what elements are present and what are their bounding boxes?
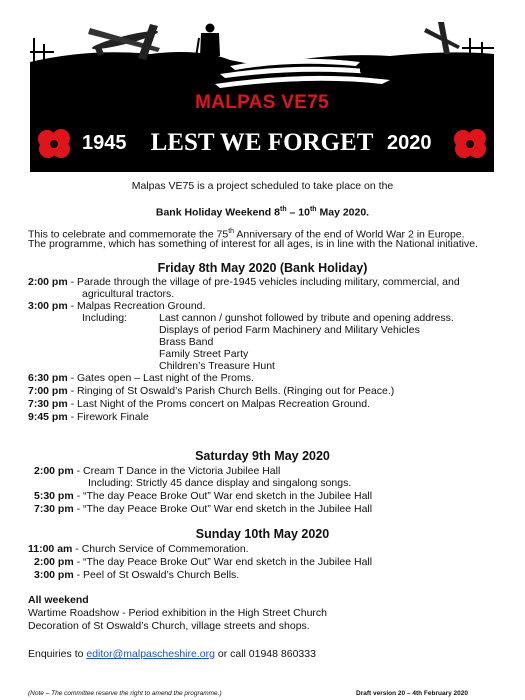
friday-item: [28, 385, 394, 398]
friday-heading: Friday 8th May 2020 (Bank Holiday): [157, 261, 368, 275]
item-text: - Last Night of the Proms concert on Malpas Recreation Ground.: [67, 398, 370, 410]
intro-date-b: – 10: [286, 206, 310, 219]
poppy-icon: [452, 126, 488, 160]
sunday-heading: Sunday 10th May 2020: [195, 527, 330, 541]
item-time: 5:30 pm: [34, 490, 74, 502]
year-left: 1945: [82, 132, 127, 154]
friday-including-label: Including:: [82, 312, 127, 324]
item-time: 2:00 pm: [34, 556, 74, 568]
item-text: - “The day Peace Broke Out” War end sketch in the Jubilee Hall: [73, 490, 373, 502]
intro-para-1-b: Anniversary of the end of World War 2 in Europe.: [234, 228, 465, 241]
all-weekend-line: Decoration of St Oswald’s Church, village streets and shops.: [28, 620, 310, 632]
banner-slogan-row: [30, 128, 494, 160]
all-weekend-line: Wartime Roadshow - Period exhibition in the High Street Church: [28, 607, 327, 619]
friday-sub-item: Brass Band: [159, 336, 214, 348]
intro-para-sup: th: [228, 228, 235, 235]
header-banner: [30, 8, 494, 172]
email-link[interactable]: editor@malpascheshire.org: [86, 648, 215, 660]
sunday-item: [34, 569, 239, 582]
item-time: 7:30 pm: [28, 398, 68, 410]
intro-sup-1: th: [279, 206, 287, 213]
intro-para-2: The programme, which has something of interest for all ages, is in line with the National initiative.: [28, 238, 478, 250]
item-text: - Firework Finale: [67, 411, 149, 423]
item-text: - Ringing of St Oswald’s Parish Church Bells. (Ringing out for Peace.): [67, 385, 395, 397]
all-weekend-heading: All weekend: [28, 594, 89, 606]
footer-note: (Note – The committee reserve the right to amend the programme.): [28, 690, 222, 697]
sunday-item: [34, 556, 372, 569]
intro-line-2: [0, 203, 525, 220]
enquiries-line: [28, 648, 316, 661]
saturday-item: [34, 490, 372, 503]
item-time: 2:00 pm: [28, 276, 68, 288]
poppy-icon: [36, 126, 72, 160]
friday-sub-item: Last cannon / gunshot followed by tribute and opening address.: [159, 312, 454, 324]
friday-item: [28, 372, 254, 385]
saturday-item: Including: Strictly 45 dance display and singalong songs.: [88, 477, 352, 489]
friday-sub-item: Children’s Treasure Hunt: [159, 360, 275, 372]
friday-item: [28, 398, 370, 411]
friday-sub-item: Family Street Party: [159, 348, 249, 360]
banner-title: MALPAS VE75: [195, 92, 329, 113]
item-time: 2:00 pm: [34, 465, 74, 477]
item-text: - Gates open – Last night of the Proms.: [67, 372, 254, 384]
item-time: 3:00 pm: [34, 569, 74, 581]
enquiries-prefix: Enquiries to: [28, 648, 87, 660]
sunday-item: [28, 543, 249, 556]
intro-date-c: May 2020.: [316, 206, 370, 219]
intro-date-a: Bank Holiday Weekend 8: [155, 206, 280, 219]
item-text: - Peel of St Oswald’s Church Bells.: [73, 569, 240, 581]
item-text: - Cream T Dance in the Victoria Jubilee Hall: [73, 465, 281, 477]
footer-version: Draft version 20 – 4th February 2020: [356, 690, 468, 697]
friday-sub-item: Displays of period Farm Machinery and Military Vehicles: [159, 324, 420, 336]
item-time: 6:30 pm: [28, 372, 68, 384]
item-text: - Church Service of Commemoration.: [72, 543, 249, 555]
item-time: 7:00 pm: [28, 385, 68, 397]
enquiries-suffix: or call 01948 860333: [214, 648, 316, 660]
year-right: 2020: [387, 132, 432, 154]
saturday-item: [34, 503, 372, 516]
item-text: - “The day Peace Broke Out” War end sketch in the Jubilee Hall: [73, 556, 373, 568]
friday-item: [28, 411, 149, 424]
item-time: 7:30 pm: [34, 503, 74, 515]
item-text: - Parade through the village of pre-1945 vehicles including military, commercial, and: [67, 276, 460, 288]
intro-para-1-a: This to celebrate and commemorate the 75: [28, 228, 229, 241]
item-time: 11:00 am: [28, 543, 73, 555]
item-time: 3:00 pm: [28, 300, 68, 312]
item-text: - “The day Peace Broke Out” War end sketch in the Jubilee Hall: [73, 503, 373, 515]
item-text: - Malpas Recreation Ground.: [67, 300, 206, 312]
spitfire-icon: [424, 22, 460, 54]
friday-item: agricultural tractors.: [82, 288, 175, 300]
intro-sup-2: th: [309, 206, 317, 213]
intro-line-1: Malpas VE75 is a project scheduled to take place on the: [131, 180, 394, 192]
slogan: LEST WE FORGET: [150, 129, 374, 156]
item-time: 9:45 pm: [28, 411, 68, 423]
saturday-heading: Saturday 9th May 2020: [195, 449, 330, 463]
